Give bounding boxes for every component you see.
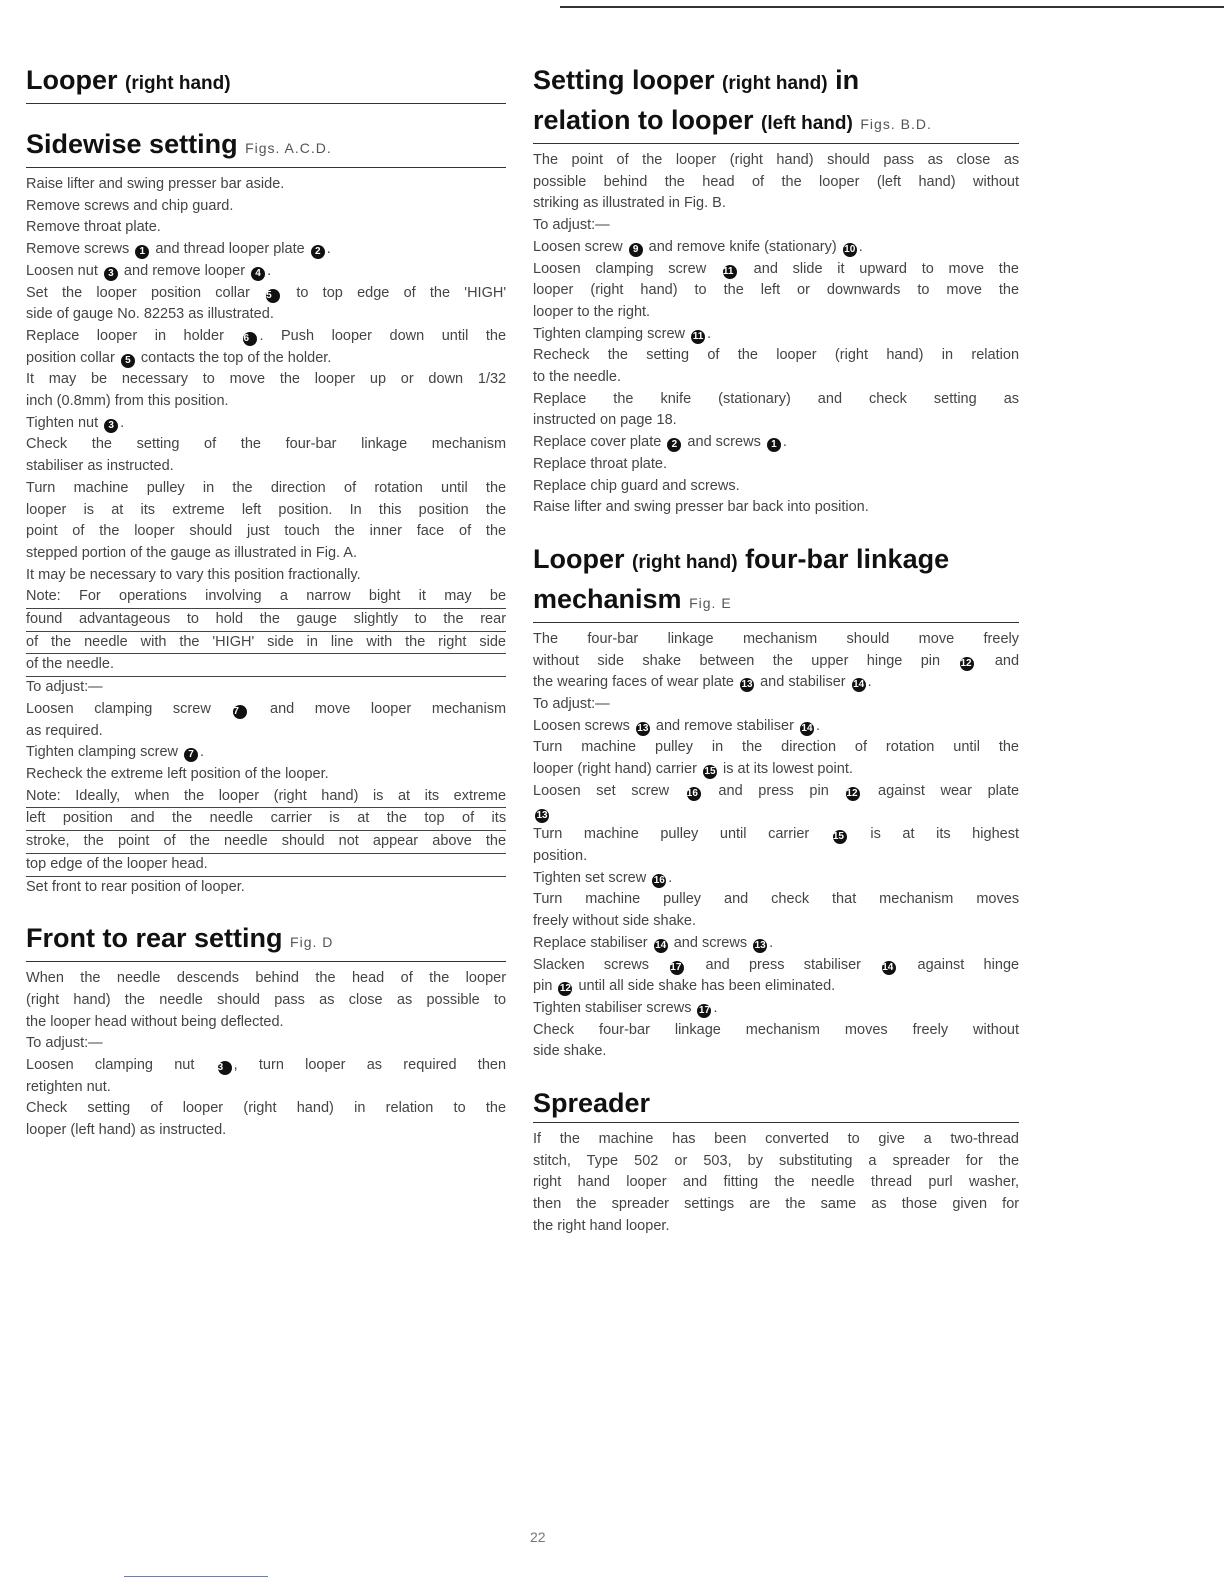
instruction-line: Check the setting of the four-bar linkage mechanism: [26, 436, 506, 453]
instruction-line: Tighten nut 3 .: [26, 414, 125, 431]
instruction-line: stabiliser as instructed.: [26, 458, 174, 475]
instruction-line: Set the looper position collar 5 to top edge of the 'HIGH': [26, 284, 506, 301]
instruction-line: Slacken screws 17 and press stabiliser 14 against hinge: [533, 956, 1019, 973]
instruction-line: Tighten clamping screw 7 .: [26, 744, 205, 761]
heading-text: Front to rear setting: [26, 923, 283, 954]
instruction-line: To adjust:—: [533, 696, 610, 713]
reference-number-badge: 3: [104, 267, 118, 281]
heading-line-1: [533, 541, 1019, 581]
note-line: Note: Ideally, when the looper (right hand) is at its extreme: [26, 786, 506, 809]
instruction-line: inch (0.8mm) from this position.: [26, 393, 229, 410]
reference-number-badge: 13: [536, 809, 548, 821]
instruction-line: Recheck the setting of the looper (right hand) in relation: [533, 347, 1019, 364]
top-rule: [560, 6, 1224, 8]
section: [533, 1085, 1019, 1238]
instruction-line: striking as illustrated in Fig. B.: [533, 195, 726, 212]
instruction-line: Turn machine pulley and check that mechanism moves: [533, 891, 1019, 908]
heading-qualifier: (right hand): [125, 73, 231, 94]
note-line: found advantageous to hold the gauge slightly to the rear: [26, 609, 506, 632]
instruction-line: the wearing faces of wear plate 13 and stabiliser 14 .: [533, 674, 872, 691]
reference-number-badge: 1: [767, 438, 781, 452]
instruction-line: the right hand looper.: [533, 1217, 670, 1234]
figure-reference: Figs. B.D.: [860, 116, 932, 132]
reference-number-badge: 13: [637, 722, 649, 734]
instruction-line: Raise lifter and swing presser bar aside.: [26, 176, 285, 192]
instruction-line: To adjust:—: [26, 679, 103, 696]
instruction-line: Loosen set screw 16 and press pin 12 against wear plate: [533, 782, 1019, 799]
instruction-line: pin 12 until all side shake has been eliminated.: [533, 978, 836, 995]
instruction-line: as required.: [26, 722, 103, 739]
instruction-line: Loosen clamping nut 3 , turn looper as required then: [26, 1057, 506, 1074]
reference-number-badge: 9: [629, 243, 643, 257]
reference-number-badge: 7: [233, 705, 247, 719]
heading-text-continued: in: [835, 65, 860, 95]
instruction-line: freely without side shake.: [533, 913, 697, 930]
instruction-line: position collar 5 contacts the top of the holder.: [26, 349, 332, 366]
instruction-line: Loosen screws 13 and remove stabiliser 14 .: [533, 717, 820, 734]
reference-number-badge: 13: [754, 939, 766, 951]
instruction-line: looper (left hand) as instructed.: [26, 1122, 227, 1139]
instruction-line: It may be necessary to move the looper up or down 1/32: [26, 371, 506, 388]
heading-line-2: [533, 102, 1019, 142]
instruction-line: instructed on page 18.: [533, 412, 677, 429]
reference-number-badge: 2: [311, 245, 325, 259]
instruction-line: It may be necessary to vary this position fractionally.: [26, 566, 361, 583]
instruction-line: Loosen clamping screw 7 and move looper mechanism: [26, 700, 506, 717]
reference-number-badge: 7: [184, 748, 198, 762]
reference-number-badge: 15: [833, 830, 847, 844]
heading-line-1: [533, 1085, 1019, 1121]
reference-number-badge: 3: [218, 1061, 232, 1075]
instruction-line: Check four-bar linkage mechanism moves freely without: [533, 1021, 1019, 1038]
instruction-line: Remove screws and chip guard.: [26, 197, 234, 214]
reference-number-badge: 12: [846, 787, 860, 801]
heading-line-2: [533, 581, 1019, 621]
instruction-line: stepped portion of the gauge as illustrated in Fig. A.: [26, 544, 357, 561]
section-heading: [533, 1085, 1019, 1123]
heading-text: Looper: [533, 543, 625, 574]
instruction-line: without side shake between the upper hinge pin 12 and: [533, 652, 1019, 669]
section: [26, 62, 506, 104]
instruction-line: To adjust:—: [533, 217, 610, 234]
instruction-line: [533, 803, 1019, 825]
note-line: left position and the needle carrier is at the top of its: [26, 808, 506, 831]
instruction-line: Raise lifter and swing presser bar back into position.: [533, 499, 869, 516]
reference-number-badge: 14: [801, 722, 813, 734]
instruction-line: Replace stabiliser 14 and screws 13 .: [533, 934, 774, 951]
instruction-line: stitch, Type 502 or 503, by substituting a spreader for the: [533, 1152, 1019, 1169]
instruction-line: Turn machine pulley until carrier 15 is at its highest: [533, 826, 1019, 843]
reference-number-badge: 14: [853, 679, 865, 691]
heading-text: Spreader: [533, 1088, 651, 1119]
section: [26, 920, 506, 1142]
heading-qualifier: (right hand): [632, 551, 738, 573]
instruction-line: Recheck the extreme left position of the looper.: [26, 765, 329, 782]
instruction-line: Turn machine pulley in the direction of rotation until the: [533, 739, 1019, 756]
reference-number-badge: 12: [559, 983, 571, 995]
section-heading: [26, 126, 506, 168]
reference-number-badge: 17: [670, 961, 684, 975]
instruction-line: Loosen clamping screw 11 and slide it upward to move the: [533, 260, 1019, 277]
instruction-line: Replace looper in holder 6 . Push looper down until the: [26, 327, 506, 344]
note-line: Note: For operations involving a narrow bight it may be: [26, 586, 506, 609]
left-column: [26, 62, 506, 1164]
reference-number-badge: 3: [104, 419, 118, 433]
reference-number-badge: 15: [704, 766, 716, 778]
heading-qualifier-line-2: (left hand): [761, 113, 853, 134]
reference-number-badge: 5: [266, 289, 280, 303]
heading-text: Setting looper: [533, 65, 715, 95]
instruction-line: To adjust:—: [26, 1035, 103, 1052]
instruction-line: Tighten stabiliser screws 17 .: [533, 999, 718, 1016]
section-heading: [533, 62, 1019, 144]
section: [26, 126, 506, 898]
bottom-rule: [124, 1576, 268, 1577]
reference-number-badge: 17: [698, 1004, 711, 1016]
instruction-line: looper (right hand) to the left or downwards to move the: [533, 282, 1019, 299]
instruction-line: Turn machine pulley in the direction of rotation until the: [26, 479, 506, 496]
section-heading: [533, 541, 1019, 623]
instruction-line: to the needle.: [533, 369, 622, 386]
heading-text-continued: four-bar linkage: [745, 543, 950, 574]
instruction-line: point of the looper should just touch the inner face of the: [26, 523, 506, 540]
instruction-line: Replace cover plate 2 and screws 1 .: [533, 434, 787, 451]
reference-number-badge: 16: [653, 874, 665, 886]
reference-number-badge: 10: [844, 243, 856, 255]
instruction-line: The point of the looper (right hand) should pass as close as: [533, 152, 1019, 168]
heading-text: Sidewise setting: [26, 129, 238, 159]
section-heading: [26, 920, 506, 962]
instruction-line: looper to the right.: [533, 303, 651, 320]
heading-qualifier: (right hand): [722, 73, 828, 94]
instruction-line: Set front to rear position of looper.: [26, 878, 245, 895]
right-column: [533, 62, 1019, 1260]
heading-line-1: [533, 62, 1019, 102]
instruction-line: Tighten clamping screw 11 .: [533, 325, 712, 342]
instruction-line: then the spreader settings are the same as those given for: [533, 1196, 1019, 1213]
instruction-line: the looper head without being deflected.: [26, 1013, 284, 1030]
instruction-line: possible behind the head of the looper (left hand) without: [533, 173, 1019, 190]
instruction-line: Tighten set screw 16 .: [533, 869, 673, 886]
instruction-line: looper (right hand) carrier 15 is at its lowest point.: [533, 761, 853, 778]
reference-number-badge: 11: [723, 265, 737, 279]
reference-number-badge: 5: [121, 354, 135, 368]
heading-text-line-2: relation to looper: [533, 105, 754, 135]
instruction-line: side of gauge No. 82253 as illustrated.: [26, 306, 274, 323]
instruction-line: Replace throat plate.: [533, 455, 668, 472]
instruction-line: Remove screws 1 and thread looper plate 2 .: [26, 241, 331, 258]
heading-line-1: [26, 62, 506, 102]
instruction-line: retighten nut.: [26, 1078, 111, 1095]
instruction-line: Remove throat plate.: [26, 219, 161, 236]
reference-number-badge: 2: [667, 438, 681, 452]
heading-line-1: [26, 920, 506, 960]
section-heading: [26, 62, 506, 104]
instruction-line: The four-bar linkage mechanism should move freely: [533, 630, 1019, 647]
reference-number-badge: 1: [135, 245, 149, 259]
instruction-line: When the needle descends behind the head of the looper: [26, 970, 506, 987]
reference-number-badge: 6: [243, 332, 257, 346]
section: [533, 541, 1019, 1063]
instruction-line: position.: [533, 847, 588, 864]
note-line: stroke, the point of the needle should not appear above the: [26, 831, 506, 854]
instruction-line: Loosen screw 9 and remove knife (stationary) 10 .: [533, 238, 863, 255]
reference-number-badge: 14: [882, 961, 896, 975]
figure-reference: Fig. E: [689, 594, 732, 611]
page-number: 22: [530, 1529, 546, 1545]
reference-number-badge: 4: [251, 267, 265, 281]
section: [533, 62, 1019, 519]
instruction-line: Replace the knife (stationary) and check setting as: [533, 390, 1019, 407]
instruction-line: side shake.: [533, 1043, 607, 1060]
instruction-line: looper is at its extreme left position. In this position the: [26, 501, 506, 518]
instruction-line: right hand looper and fitting the needle thread purl washer,: [533, 1174, 1019, 1191]
note-line: of the needle.: [26, 654, 506, 677]
instruction-line: Check setting of looper (right hand) in relation to the: [26, 1100, 506, 1117]
reference-number-badge: 11: [692, 330, 704, 342]
note-line: of the needle with the 'HIGH' side in line with the right side: [26, 632, 506, 655]
note-line: top edge of the looper head.: [26, 854, 506, 877]
reference-number-badge: 12: [960, 657, 974, 671]
reference-number-badge: 14: [655, 939, 667, 951]
figure-reference: Figs. A.C.D.: [245, 140, 332, 156]
instruction-line: Loosen nut 3 and remove looper 4 .: [26, 262, 272, 279]
instruction-line: (right hand) the needle should pass as close as possible to: [26, 991, 506, 1008]
figure-reference: Fig. D: [290, 934, 334, 951]
heading-line-1: [26, 126, 506, 166]
instruction-line: If the machine has been converted to give a two-thread: [533, 1131, 1019, 1148]
reference-number-badge: 16: [687, 787, 701, 801]
heading-text: Looper: [26, 65, 118, 95]
heading-text-line-2: mechanism: [533, 583, 682, 614]
instruction-line: Replace chip guard and screws.: [533, 477, 740, 494]
reference-number-badge: 13: [741, 679, 753, 691]
